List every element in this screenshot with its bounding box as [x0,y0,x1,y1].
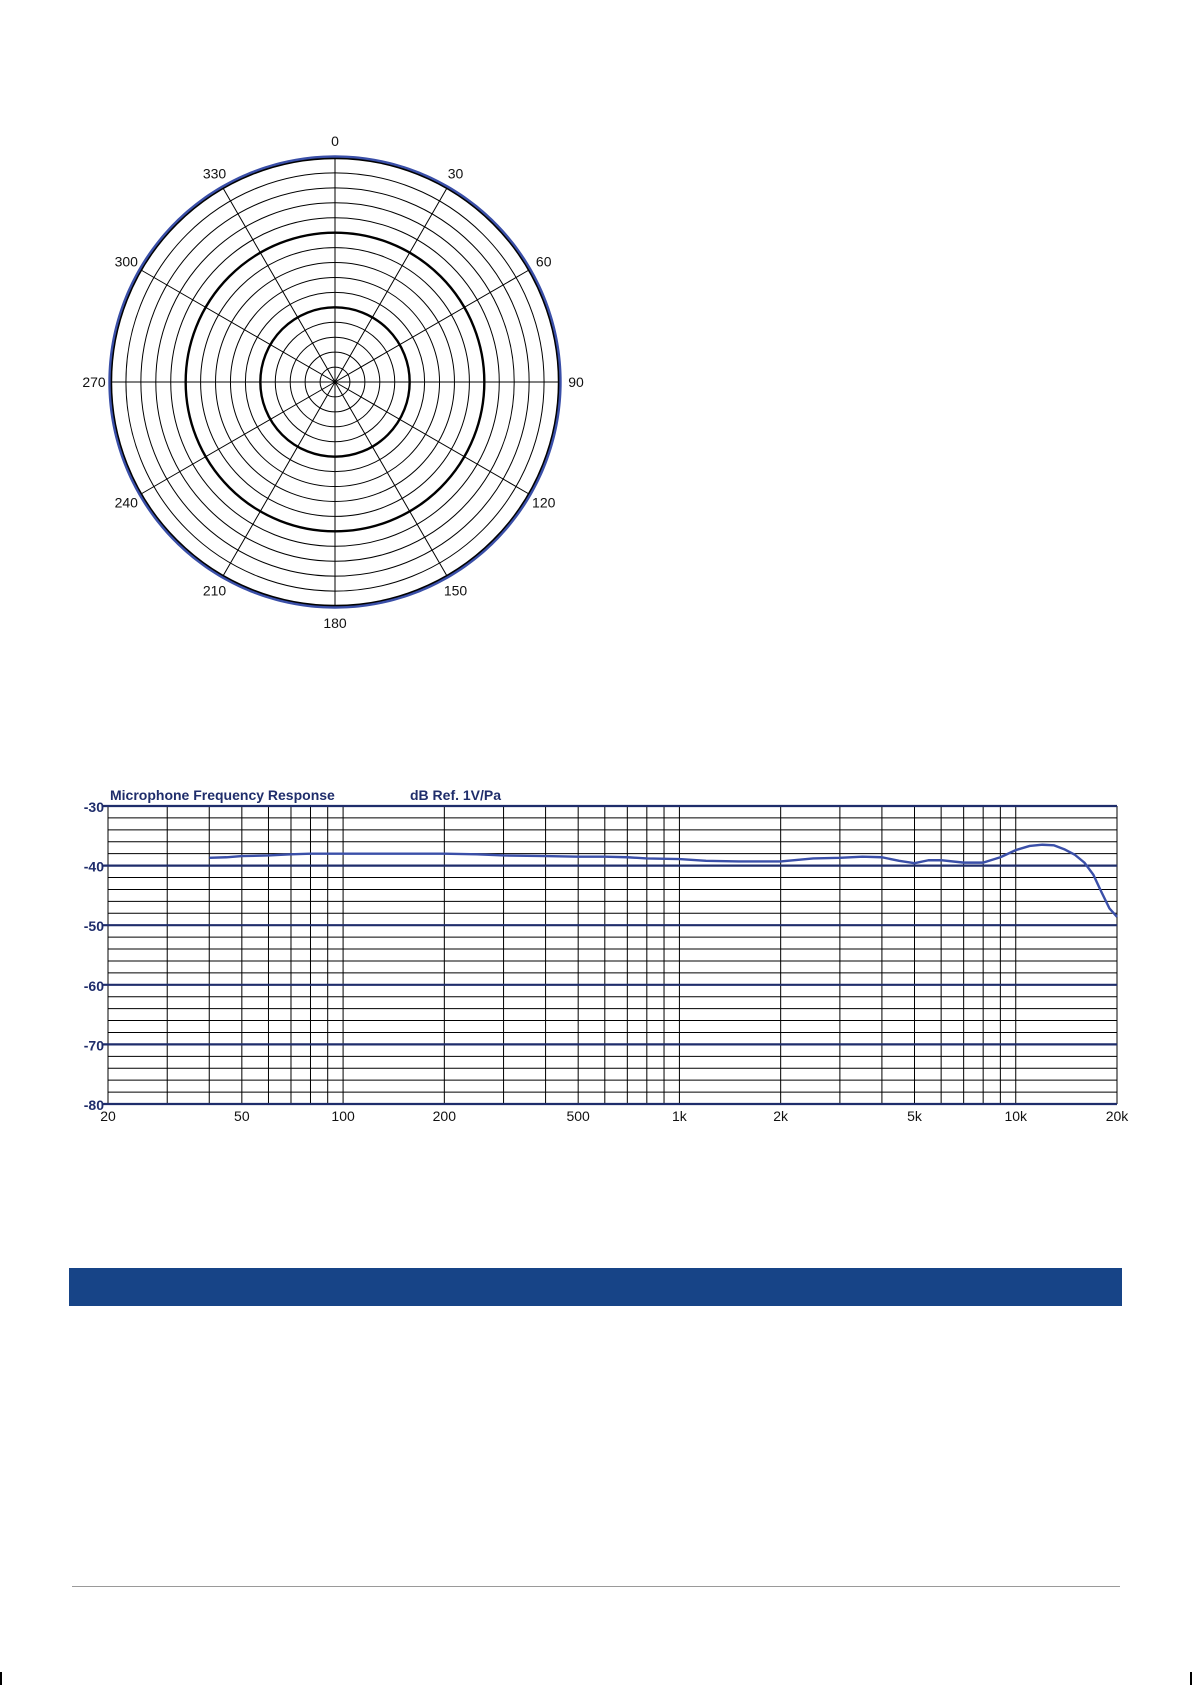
x-tick-label: 20 [100,1108,116,1124]
polar-angle-label: 120 [532,494,556,511]
polar-angle-label: 330 [202,165,227,182]
y-tick-label: -60 [83,977,104,994]
polar-angle-label: 60 [535,253,552,270]
x-tick-label: 5k [907,1108,922,1124]
polar-spoke [141,382,335,494]
frequency-response-chart [60,780,1130,1140]
x-tick-label: 1k [672,1108,687,1124]
polar-angle-label: 0 [331,133,339,149]
polar-angle-label: 30 [447,165,464,182]
y-tick-label: -70 [83,1037,104,1054]
response-curve [209,845,1117,917]
x-tick-label: 10k [1004,1108,1028,1124]
y-tick-label: -30 [83,799,104,815]
polar-angle-label: 210 [202,582,227,599]
polar-spoke [141,270,335,382]
x-tick-label: 500 [566,1108,590,1124]
polar-spoke [335,382,529,494]
polar-angle-label: 150 [443,582,468,599]
polar-spoke [335,188,447,382]
y-tick-label: -40 [83,858,104,875]
polar-spoke [335,270,529,382]
chart-title: Microphone Frequency Response [110,787,335,803]
polar-angle-label: 270 [82,374,106,390]
x-tick-label: 50 [234,1108,250,1124]
polar-angle-label: 180 [323,615,347,631]
polar-spoke [223,188,335,382]
crop-mark-left [0,1672,2,1685]
x-tick-label: 2k [773,1108,789,1124]
polar-angle-label: 300 [114,253,138,270]
x-tick-label: 100 [331,1108,355,1124]
x-tick-label: 200 [432,1108,457,1124]
polar-spoke [335,382,447,576]
polar-angle-label: 90 [568,374,584,390]
x-tick-label: 20k [1105,1108,1129,1124]
polar-angle-label: 240 [114,494,138,511]
y-tick-label: -50 [83,918,104,935]
polar-pattern-chart [60,125,584,631]
section-header-bar [69,1268,1122,1306]
y-tick-label: -80 [83,1097,104,1113]
footer-divider [72,1586,1120,1587]
polar-spoke [223,382,335,576]
y-axis-units: dB Ref. 1V/Pa [410,787,502,803]
